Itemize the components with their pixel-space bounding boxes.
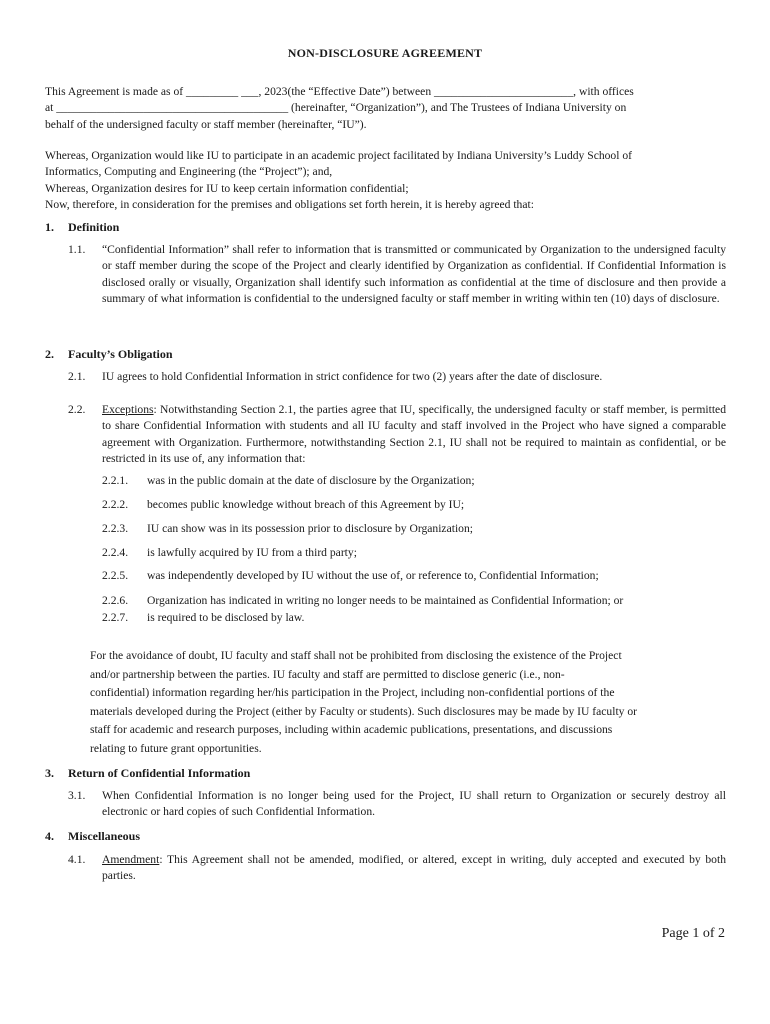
exception-text: Organization has indicated in writing no longer needs to be maintained as Confidential Information; or [147,594,624,607]
exception-item [102,521,726,537]
clause-text: When Confidential Information is no longer being used for the Project, IU shall return to Organization or securely destroy all electronic or hard copies of such Confidential Information. [102,789,726,819]
section-number: 3. [45,766,54,780]
exception-number: 2.2.5. [102,569,129,582]
section-title: Definition [68,220,120,234]
clause-label: Exceptions [102,403,154,416]
clause-2-2 [68,402,726,468]
exception-item [102,473,726,489]
note-line: confidential) information regarding her/his participation in the Project, including non-confidential portions of the [90,686,615,700]
clause-label: Amendment [102,853,160,866]
note-line: relating to future grant opportunities. [90,741,262,755]
clause-text [102,402,726,468]
exception-text: is lawfully acquired by IU from a third party; [147,546,357,559]
exception-number: 2.2.7. [102,611,129,624]
exception-number: 2.2.3. [102,522,129,535]
clause-number: 2.2. [68,403,86,416]
exception-number: 2.2.4. [102,546,129,559]
intro-line: This Agreement is made as of _________ ___, 2023(the “Effective Date”) between ________________________, with offices [45,85,634,98]
exception-item [102,497,726,513]
clarification-paragraph [90,647,720,759]
section-number: 1. [45,220,54,234]
clause-text [102,852,726,885]
section-2-heading [45,346,173,362]
exception-number: 2.2.6. [102,594,129,607]
clause-body: : Notwithstanding Section 2.1, the parties agree that IU, specifically, the undersigned faculty or staff member, is permitted to share Confidential Information with students and all IU faculty and staff involved in the Project who have signed a comparable agreement with Organization. Furthermore, notwithstanding Section 2.1, IU shall not be required to maintain as confidential, or be restricted in its use of, any information that: [102,403,726,466]
exception-text: IU can show was in its possession prior to disclosure by Organization; [147,522,473,535]
section-title: Faculty’s Obligation [68,347,173,361]
section-title: Return of Confidential Information [68,766,251,780]
clause-text: “Confidential Information” shall refer to information that is transmitted or communicated by Organization to the undersigned faculty or staff member during the scope of the Project and clearly identified by Organization as confidential. If Confidential Information is disclosed orally or visually, Organization shall identify such information as confidential at the time of disclosure and then provide a summary of what information is confidential to the undersigned faculty or staff member in writing within ten (10) days of disclosure. [102,243,726,306]
exception-text: was independently developed by IU without the use of, or reference to, Confidential Information; [147,569,599,582]
recitals-paragraph [45,148,726,214]
exception-number: 2.2.1. [102,474,129,487]
clause-4-1 [68,852,726,885]
recital-line: Whereas, Organization would like IU to participate in an academic project facilitated by Indiana University’s Luddy School of [45,149,633,162]
document-title: NON-DISCLOSURE AGREEMENT [287,46,483,60]
clause-1-1 [68,242,726,308]
section-1-heading [45,219,119,235]
recital-line: Informatics, Computing and Engineering (the “Project”); and, [45,165,333,179]
exception-item [102,545,726,561]
exception-item [102,593,726,609]
clause-number: 3.1. [68,789,86,802]
clause-number: 1.1. [68,243,86,256]
clause-number: 2.1. [68,370,86,383]
recital-line: Whereas, Organization desires for IU to keep certain information confidential; [45,181,409,195]
section-number: 4. [45,829,54,843]
page-number: Page 1 of 2 [661,926,725,941]
section-3-heading [45,765,250,781]
note-line: For the avoidance of doubt, IU faculty and staff shall not be prohibited from disclosing the existence of the Project [90,649,622,662]
exception-text: becomes public knowledge without breach of this Agreement by IU; [147,498,465,511]
note-line: and/or partnership between the parties. IU faculty and staff are permitted to disclose generic (i.e., non- [90,667,565,681]
intro-line: at ________________________________________ (hereinafter, “Organization”), and The Trustees of Indiana University on [45,101,627,115]
intro-paragraph [45,84,726,133]
note-line: staff for academic and research purposes, including within academic publications, presentations, and discussions [90,723,613,737]
intro-line: behalf of the undersigned faculty or staff member (hereinafter, “IU”). [45,117,367,131]
note-line: materials developed during the Project (either by Faculty or students). Such disclosures may be made by IU faculty or [90,704,638,718]
exception-text: was in the public domain at the date of disclosure by the Organization; [147,474,475,487]
section-number: 2. [45,347,54,361]
clause-2-1 [68,369,726,385]
clause-number: 4.1. [68,853,86,866]
clause-text: IU agrees to hold Confidential Information in strict confidence for two (2) years after the date of disclosure. [102,370,603,383]
exception-number: 2.2.2. [102,498,129,511]
exception-item [102,568,726,584]
clause-body: : This Agreement shall not be amended, modified, or altered, except in writing, duly accepted and executed by both parties. [102,853,726,883]
section-title: Miscellaneous [68,829,140,843]
exception-text: is required to be disclosed by law. [147,611,305,624]
section-4-heading [45,828,140,844]
clause-3-1 [68,788,726,821]
exception-item [102,610,726,626]
recital-line: Now, therefore, in consideration for the premises and obligations set forth herein, it is hereby agreed that: [45,198,534,212]
